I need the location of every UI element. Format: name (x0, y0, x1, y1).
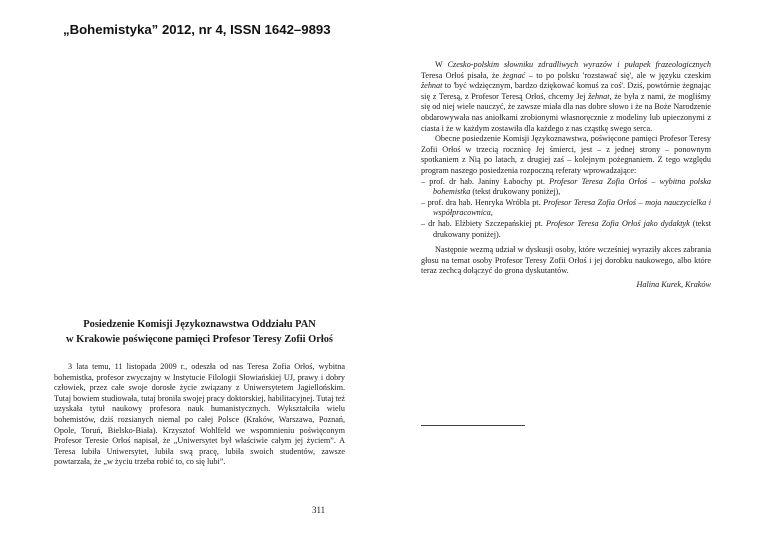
footnote-rule (421, 425, 525, 426)
list-item: – dr hab. Elżbiety Szczepańskiej pt. Profesor Teresa Zofia Orłoś jako dydaktyk (tekst drukowany poniżej). (421, 218, 711, 239)
journal-header: „Bohemistyka” 2012, nr 4, ISSN 1642–9893 (63, 22, 331, 37)
article-title: Posiedzenie Komisji Językoznawstwa Oddziału PAN w Krakowie poświęcone pamięci Profesor Teresy Zofii Orłoś (66, 319, 333, 345)
signature: Halina Kurek, Kraków (636, 279, 711, 289)
left-column (54, 318, 345, 468)
list-item: – prof. dr hab. Janiny Łabochy pt. Profesor Teresa Zofia Orłoś – wybitna polska bohemistka (tekst drukowany poniżej), (421, 176, 711, 197)
lecture-list (421, 177, 711, 241)
paragraph-program: Obecne posiedzenie Komisji Językoznawstwa, poświęcone pamięci Profesor Teresy Zofii Orłoś w trzecią rocznicę Jej śmierci, jest – z jednej strony – ponownym spotkaniem z Nią po latach, z drugiej zaś – kolejnym pożegnaniem. Z tego względu program naszego posiedzenia rozpoczną referaty wprowadzające: (421, 134, 711, 175)
right-column (421, 60, 711, 290)
paragraph-discussion: Następnie wezmą udział w dyskusji osoby, które wcześniej wyraziły akces zabrania głosu na temat osoby Profesor Teresy Zofii Orłoś i jej dorobku naukowego, albo które teraz zechcą dołączyć do grona dyskutantów. (421, 245, 711, 276)
paragraph-body: 3 lata temu, 11 listopada 2009 r., odeszła od nas Teresa Zofia Orłoś, wybitna bohemistka, profesor zwyczajny w Instytucie Filologii Słowiańskiej UJ, prawy i dobry człowiek, przez całe swoje dorosłe życie związany z Uniwersytetem Jagiellońskim. Tutaj bowiem studiowała, tutaj broniła swojej pracy doktorskiej, habilitacyjnej. Tutaj też uzyskała tytuł naukowy profesora nauk humanistycznych. Wykształciła wielu bohemistów, dziś rozsianych niemal po całej Polsce (Kraków, Warszawa, Poznań, Opole, Toruń, Bielsko-Biała). Krzysztof Wohlfeld we wspomnieniu poświęconym Profesor Teresie Orłoś napisał, że „Uniwersytet był właściwie całym jej życiem”. A Teresa lubiła Uniwersytet, lubiła swą pracę, lubiła swoich studentów, zawsze powtarzała, że „w życiu trzeba robić to, co się lubi”. (54, 362, 345, 467)
list-item: – prof. dra hab. Henryka Wróbla pt. Profesor Teresa Zofia Orłoś – moja nauczycielka i współpracownica, (421, 197, 711, 218)
page-number: 311 (312, 505, 326, 515)
paragraph-intro: W Czesko-polskim słowniku zdradliwych wyrazów i pułapek frazeologicznych Teresa Orłoś pisała, że żegnać – to po polsku 'rozstawać się', ale w języku czeskim žehnat to 'być wdzięcznym, bardzo dziękować komuś za coś'. Dziś, powtórnie żegnając się z Teresą, z Profesor Teresą Orłoś, chcemy Jej žehnat, że była z nami, że mogliśmy się od niej wiele nauczyć, że zawsze miała dla nas dobre słowo i że na Boże Narodzenie obdarowywała nas aniołkami zrobionymi własnoręcznie z modeliny lub upieczonymi z ciasta i że w każdym zostawiła dla każdego z nas cząstkę swego serca. (421, 60, 711, 133)
